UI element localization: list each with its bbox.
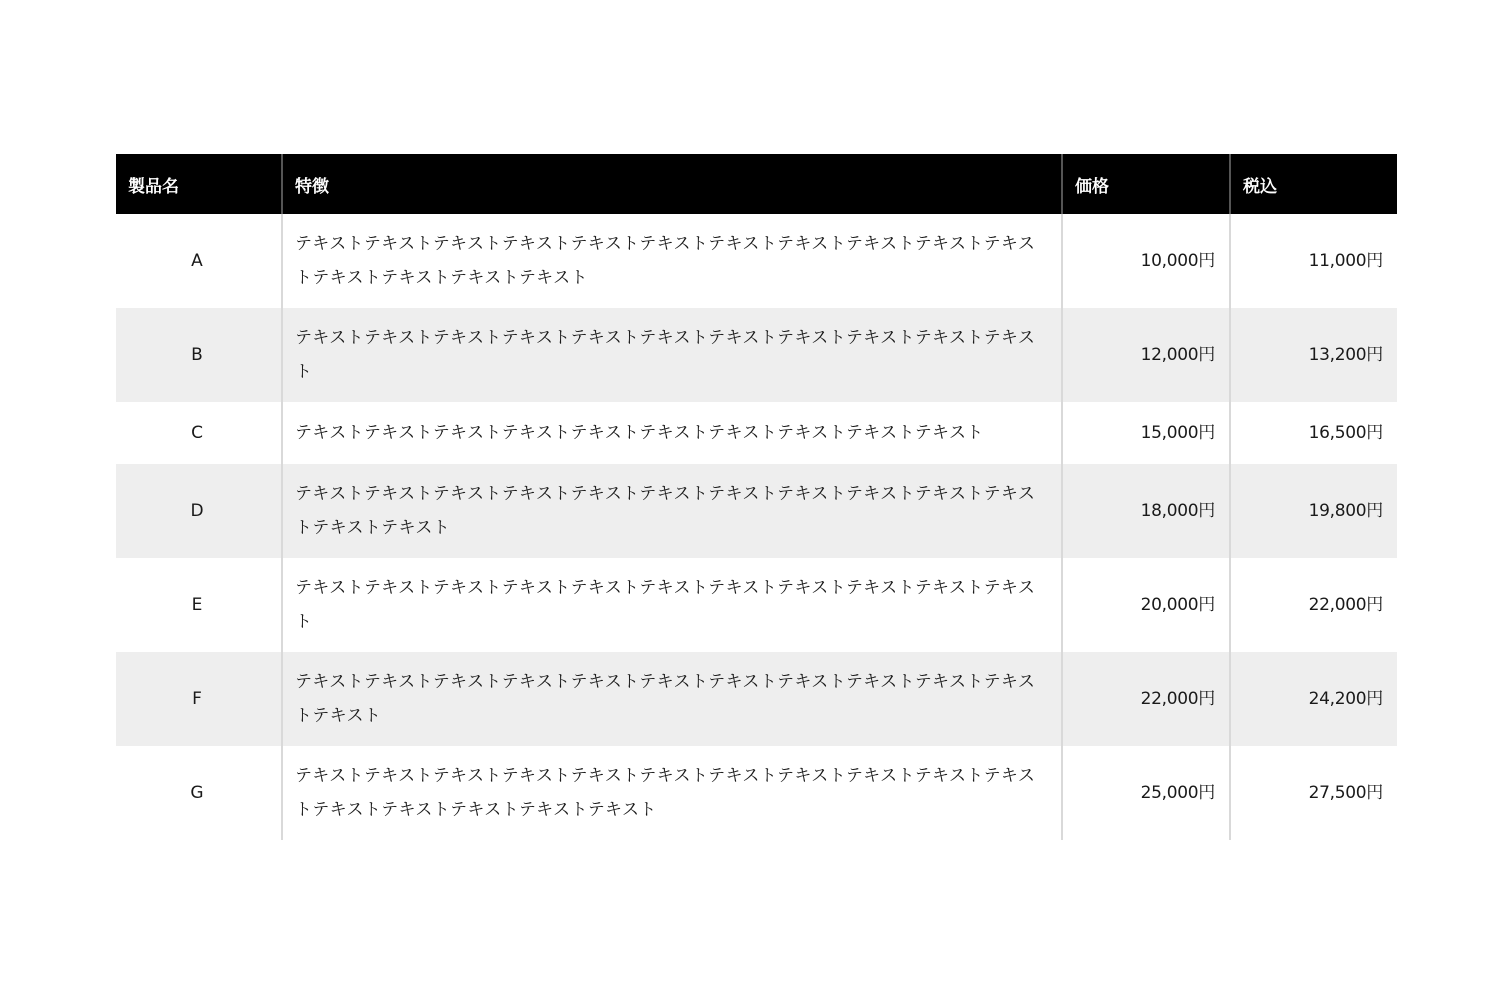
- price-cell: 20,000円: [1062, 558, 1230, 652]
- tax-included-cell: 13,200円: [1230, 308, 1397, 402]
- table-row: [116, 558, 1397, 652]
- product-name-cell: A: [191, 251, 203, 271]
- table-row: [116, 746, 1397, 840]
- price-cell: 12,000円: [1062, 308, 1230, 402]
- price-cell: 10,000円: [1062, 214, 1230, 308]
- product-name-cell: E: [191, 595, 203, 615]
- header-product-name: 製品名: [116, 154, 282, 214]
- table-row: [116, 652, 1397, 746]
- tax-included-cell: 19,800円: [1230, 464, 1397, 558]
- feature-cell: テキストテキストテキストテキストテキストテキストテキストテキストテキストテキストテキストテキスト: [282, 652, 1062, 746]
- table-header: [116, 154, 1397, 214]
- product-name-cell: C: [191, 423, 203, 443]
- product-name-cell: D: [190, 501, 204, 521]
- tax-included-cell: 16,500円: [1230, 402, 1397, 464]
- feature-cell: テキストテキストテキストテキストテキストテキストテキストテキストテキストテキストテキスト: [282, 308, 1062, 402]
- feature-cell: テキストテキストテキストテキストテキストテキストテキストテキストテキストテキストテキストテキストテキストテキストテキストテキスト: [282, 746, 1062, 840]
- header-price: 価格: [1062, 154, 1230, 214]
- feature-cell: テキストテキストテキストテキストテキストテキストテキストテキストテキストテキストテキスト: [282, 558, 1062, 652]
- table-body: [116, 214, 1397, 840]
- price-cell: 22,000円: [1062, 652, 1230, 746]
- table-row: [116, 464, 1397, 558]
- header-tax-included: 税込: [1230, 154, 1397, 214]
- product-table-container: [116, 154, 1397, 840]
- feature-cell: テキストテキストテキストテキストテキストテキストテキストテキストテキストテキスト: [282, 402, 1062, 464]
- product-name-cell: B: [191, 345, 203, 365]
- table-row: [116, 402, 1397, 464]
- header-feature: 特徴: [282, 154, 1062, 214]
- price-cell: 15,000円: [1062, 402, 1230, 464]
- tax-included-cell: 27,500円: [1230, 746, 1397, 840]
- feature-cell: テキストテキストテキストテキストテキストテキストテキストテキストテキストテキストテキストテキストテキストテキストテキスト: [282, 214, 1062, 308]
- feature-cell: テキストテキストテキストテキストテキストテキストテキストテキストテキストテキストテキストテキストテキスト: [282, 464, 1062, 558]
- product-comparison-table: [116, 154, 1397, 840]
- tax-included-cell: 22,000円: [1230, 558, 1397, 652]
- tax-included-cell: 11,000円: [1230, 214, 1397, 308]
- price-cell: 25,000円: [1062, 746, 1230, 840]
- table-row: [116, 214, 1397, 308]
- product-name-cell: G: [190, 783, 204, 803]
- tax-included-cell: 24,200円: [1230, 652, 1397, 746]
- product-name-cell: F: [192, 689, 202, 709]
- table-row: [116, 308, 1397, 402]
- header-row: [116, 154, 1397, 214]
- price-cell: 18,000円: [1062, 464, 1230, 558]
